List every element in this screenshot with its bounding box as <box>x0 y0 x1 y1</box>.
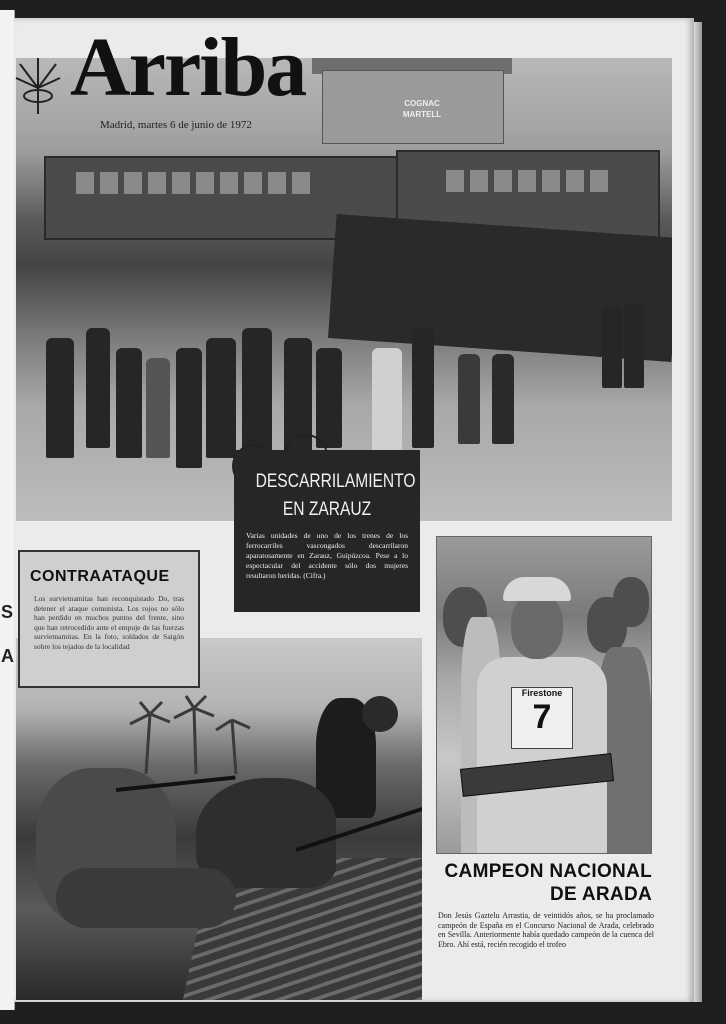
bystander <box>206 338 236 458</box>
palm-trees <box>116 694 256 774</box>
child <box>492 354 514 444</box>
bystander <box>602 308 622 388</box>
bystander <box>316 348 342 448</box>
bib-number: 7 <box>532 698 552 736</box>
adjacent-page-letter: A <box>1 646 14 666</box>
masthead-title: Arriba <box>70 21 306 114</box>
bystander <box>46 338 74 458</box>
page-edge <box>694 22 702 1002</box>
bystander <box>412 328 434 448</box>
adjacent-page-letter: S <box>1 602 14 622</box>
derailment-headline: DESCARRILAMIENTO EN ZARAUZ <box>255 471 416 520</box>
bystander <box>176 348 202 468</box>
station-sign: COGNAC MARTELL <box>402 99 442 119</box>
bystander <box>86 328 110 448</box>
bystander <box>242 328 272 458</box>
wagon-windows <box>76 172 310 194</box>
contraataque-box <box>18 550 200 688</box>
champion-caption: Don Jesús Gaztelu Arrastia, de veintidós años, se ha proclamado campeón de España en el Concurso Nacional de Arada, celebrado en Sevilla. Anteriormente había quedado campeón de la cuenca del Ebro. Ahí está, recién recogido el trofeo <box>438 911 654 949</box>
soldier-helmet <box>362 696 398 732</box>
bystander <box>146 358 170 458</box>
bib-brand: Firestone <box>521 688 563 698</box>
yoke-arrows-emblem <box>14 48 62 118</box>
champion-face <box>511 593 563 659</box>
newspaper-page <box>14 18 694 1002</box>
adjacent-page-edge <box>0 10 15 1010</box>
bystander <box>624 304 644 388</box>
contraataque-caption: Los survietnamitas han reconquistado Do, tras detener el ataque comunista. Los rojos no sólo han perdido en muchos puntos del frente, sino que han retrocedido ante el empuje de las fuerzas survietnamitas. En la foto, soldados de Saigón sobre los tejados de la localidad <box>34 594 184 651</box>
derailment-caption: Varias unidades de uno de los trenes de los ferrocarriles vascongados descarrilaron aparatosamente en Zarauz, Guipúzcoa. Pese a lo espectacular del accidente sólo dos mujeres resultaron heridas. (Cifra.) <box>246 531 408 581</box>
derailment-headline-box <box>234 450 420 612</box>
champion-headline: CAMPEON NACIONAL DE ARADA <box>444 861 652 905</box>
champion-bib <box>511 687 573 749</box>
dateline: Madrid, martes 6 de junio de 1972 <box>100 119 252 131</box>
child <box>458 354 480 444</box>
champion-cap <box>503 577 571 601</box>
champion-photo <box>436 536 652 854</box>
soldiers-photo <box>16 638 422 1000</box>
contraataque-headline: CONTRAATAQUE <box>30 568 170 585</box>
soldier <box>56 868 236 928</box>
spectator <box>613 577 649 627</box>
bystander <box>116 348 142 458</box>
wagon-windows <box>446 170 608 192</box>
